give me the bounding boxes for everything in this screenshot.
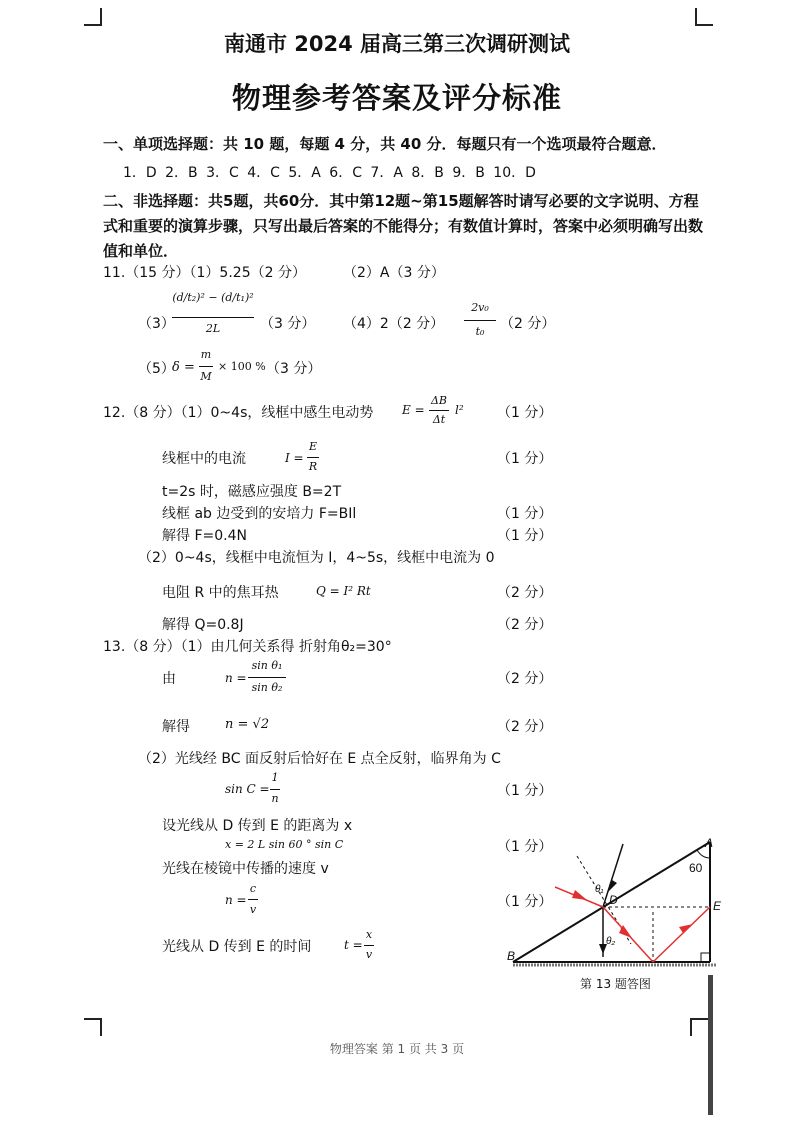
document-title: 南通市 2024 届高三第三次调研测试 xyxy=(223,32,571,56)
q13-l5-eq-lhs: sin C = xyxy=(225,782,270,796)
q12-l5-score: （1 分） xyxy=(497,528,553,544)
q13-l10-fraction-bar xyxy=(364,945,374,946)
q13-line2: 由 xyxy=(162,671,176,687)
q13-l7-score: （1 分） xyxy=(497,839,553,855)
q11-p5-label: （5） xyxy=(138,361,175,377)
q12-line4: 线框 ab 边受到的安培力 F=BIl xyxy=(162,506,357,522)
section2-heading: 二、非选择题：共5题，共60分．其中第12题~第15题解答时请写必要的文字说明、方程式和重要的演算步骤，只写出最后答案的不能得分；有数值计算时，答案中必须明确写出数值和单位． xyxy=(103,192,704,260)
q13-l10-denominator: v xyxy=(365,948,373,961)
q11-p3-numerator: (d/t₂)² − (d/t₁)² xyxy=(172,291,254,304)
q13-l2-numerator: sin θ₁ xyxy=(251,659,283,672)
q13-line10: 光线从 D 传到 E 的时间 xyxy=(162,939,312,955)
q13-line4: （2）光线经 BC 面反射后恰好在 E 点全反射，临界角为 C xyxy=(138,751,501,767)
q12-l2-eq-lhs: I = xyxy=(285,451,304,465)
q11-p5-score: （3 分） xyxy=(266,361,322,377)
section1-heading: 一、单项选择题：共 10 题，每题 4 分，共 40 分．每题只有一个选项最符合题意． xyxy=(103,135,667,153)
q12-l4-score: （1 分） xyxy=(497,506,553,522)
q13-l5-denominator: n xyxy=(271,792,279,805)
q12-l7-eq: Q = I² Rt xyxy=(316,584,371,598)
q12-l1-fraction-bar xyxy=(429,410,449,411)
q12-l1-score: （1 分） xyxy=(497,405,553,421)
crop-mark-top-left xyxy=(84,8,102,26)
label-a: A xyxy=(705,836,714,850)
q12-line6: （2）0~4s，线框中电流恒为 I，4~5s，线框中电流为 0 xyxy=(138,550,495,566)
q12-l1-tail: l² xyxy=(455,403,464,417)
q13-l2-denominator: sin θ₂ xyxy=(251,681,283,694)
q13-l2-eq-lhs: n = xyxy=(225,671,247,685)
q11-p4-numerator: 2v₀ xyxy=(471,301,489,314)
q12-l2-numerator: E xyxy=(308,440,318,453)
q11-line1-b: （2）A（3 分） xyxy=(343,265,445,281)
q13-l3-eq: n = √2 xyxy=(225,717,270,732)
q12-l1-eq-lhs: E = xyxy=(402,403,425,417)
q13-l9-fraction-bar xyxy=(248,899,258,900)
q13-line6: 设光线从 D 传到 E 的距离为 x xyxy=(162,818,353,834)
q12-l1-numerator: ΔB xyxy=(430,394,448,407)
label-angle-60: 60 xyxy=(689,861,703,875)
q12-line3: t=2s 时，磁感应强度 B=2T xyxy=(162,484,342,500)
q13-line3: 解得 xyxy=(162,719,190,735)
q12-l1-denominator: Δt xyxy=(432,413,446,426)
q13-line8: 光线在棱镜中传播的速度 v xyxy=(162,861,329,877)
red-incident-arrowhead xyxy=(572,890,587,900)
q13-l5-numerator: 1 xyxy=(271,771,279,784)
q11-p3-score: （3 分） xyxy=(260,316,316,332)
label-theta2: θ₂ xyxy=(606,936,616,947)
q12-line7: 电阻 R 中的焦耳热 xyxy=(162,585,279,601)
right-angle-marker xyxy=(701,953,710,962)
q13-l3-score: （2 分） xyxy=(497,719,553,735)
q13-l10-numerator: x xyxy=(365,928,373,941)
q11-p5-fraction-bar xyxy=(199,366,213,367)
q12-l2-denominator: R xyxy=(308,460,318,473)
label-e: E xyxy=(713,899,722,913)
q13-l5-fraction-bar xyxy=(270,789,280,790)
q13-l9-numerator: c xyxy=(249,882,257,895)
label-d: D xyxy=(609,893,618,907)
q12-l7-score: （2 分） xyxy=(497,585,553,601)
label-theta1: θ₁ xyxy=(595,884,604,895)
q13-l7-eq: x = 2 L sin 60 ° sin C xyxy=(225,838,344,851)
page-footer: 物理答案 第 1 页 共 3 页 xyxy=(329,1042,465,1056)
q11-p4-score: （2 分） xyxy=(500,316,556,332)
q13-l9-score: （1 分） xyxy=(497,894,553,910)
document-subtitle: 物理参考答案及评分标准 xyxy=(231,81,562,115)
label-b: B xyxy=(507,949,516,963)
q11-p4-denominator: t₀ xyxy=(475,325,485,338)
crop-mark-top-right xyxy=(695,8,713,26)
q13-answer-figure xyxy=(505,832,725,972)
q11-p3-label: （3） xyxy=(138,316,175,332)
q11-p5-tail: × 100 % xyxy=(218,360,266,373)
q12-l2-fraction-bar xyxy=(307,457,319,458)
q11-p3-fraction-bar xyxy=(172,317,254,318)
q13-l9-eq-lhs: n = xyxy=(225,893,247,907)
q12-line5: 解得 F=0.4N xyxy=(162,528,247,544)
figure-caption: 第 13 题答图 xyxy=(580,977,651,991)
q13-l9-denominator: v xyxy=(249,903,257,916)
q11-p5-denominator: M xyxy=(200,370,212,383)
q13-line1: 13.（8 分）（1）由几何关系得 折射角θ₂=30° xyxy=(103,639,392,655)
q11-p3-denominator: 2L xyxy=(205,322,221,335)
section1-answers: 1．D 2．B 3．C 4．C 5．A 6．C 7．A 8．B 9．B 10．D xyxy=(123,165,536,181)
red-ray-arrowhead-2 xyxy=(679,924,693,933)
angle-arc-a xyxy=(697,850,710,858)
q11-p4: （4）2（2 分） xyxy=(343,316,445,332)
q11-line1-a: 11.（15 分）（1）5.25（2 分） xyxy=(103,265,306,281)
q13-l10-eq-lhs: t = xyxy=(344,938,363,952)
q11-p5-lhs: δ = xyxy=(172,360,195,375)
q13-l2-score: （2 分） xyxy=(497,671,553,687)
q12-l2-score: （1 分） xyxy=(497,451,553,467)
q13-l2-fraction-bar xyxy=(248,677,286,678)
q12-line8: 解得 Q=0.8J xyxy=(162,617,244,633)
crop-mark-bottom-right xyxy=(690,1018,708,1036)
q12-line2: 线框中的电流 xyxy=(162,451,246,467)
q11-p5-numerator: m xyxy=(200,348,212,361)
q12-l8-score: （2 分） xyxy=(497,617,553,633)
q11-p4-fraction-bar xyxy=(464,320,496,321)
q12-line1: 12.（8 分）（1）0~4s，线框中感生电动势 xyxy=(103,405,374,421)
crop-mark-bottom-left xyxy=(84,1018,102,1036)
q13-l5-score: （1 分） xyxy=(497,783,553,799)
